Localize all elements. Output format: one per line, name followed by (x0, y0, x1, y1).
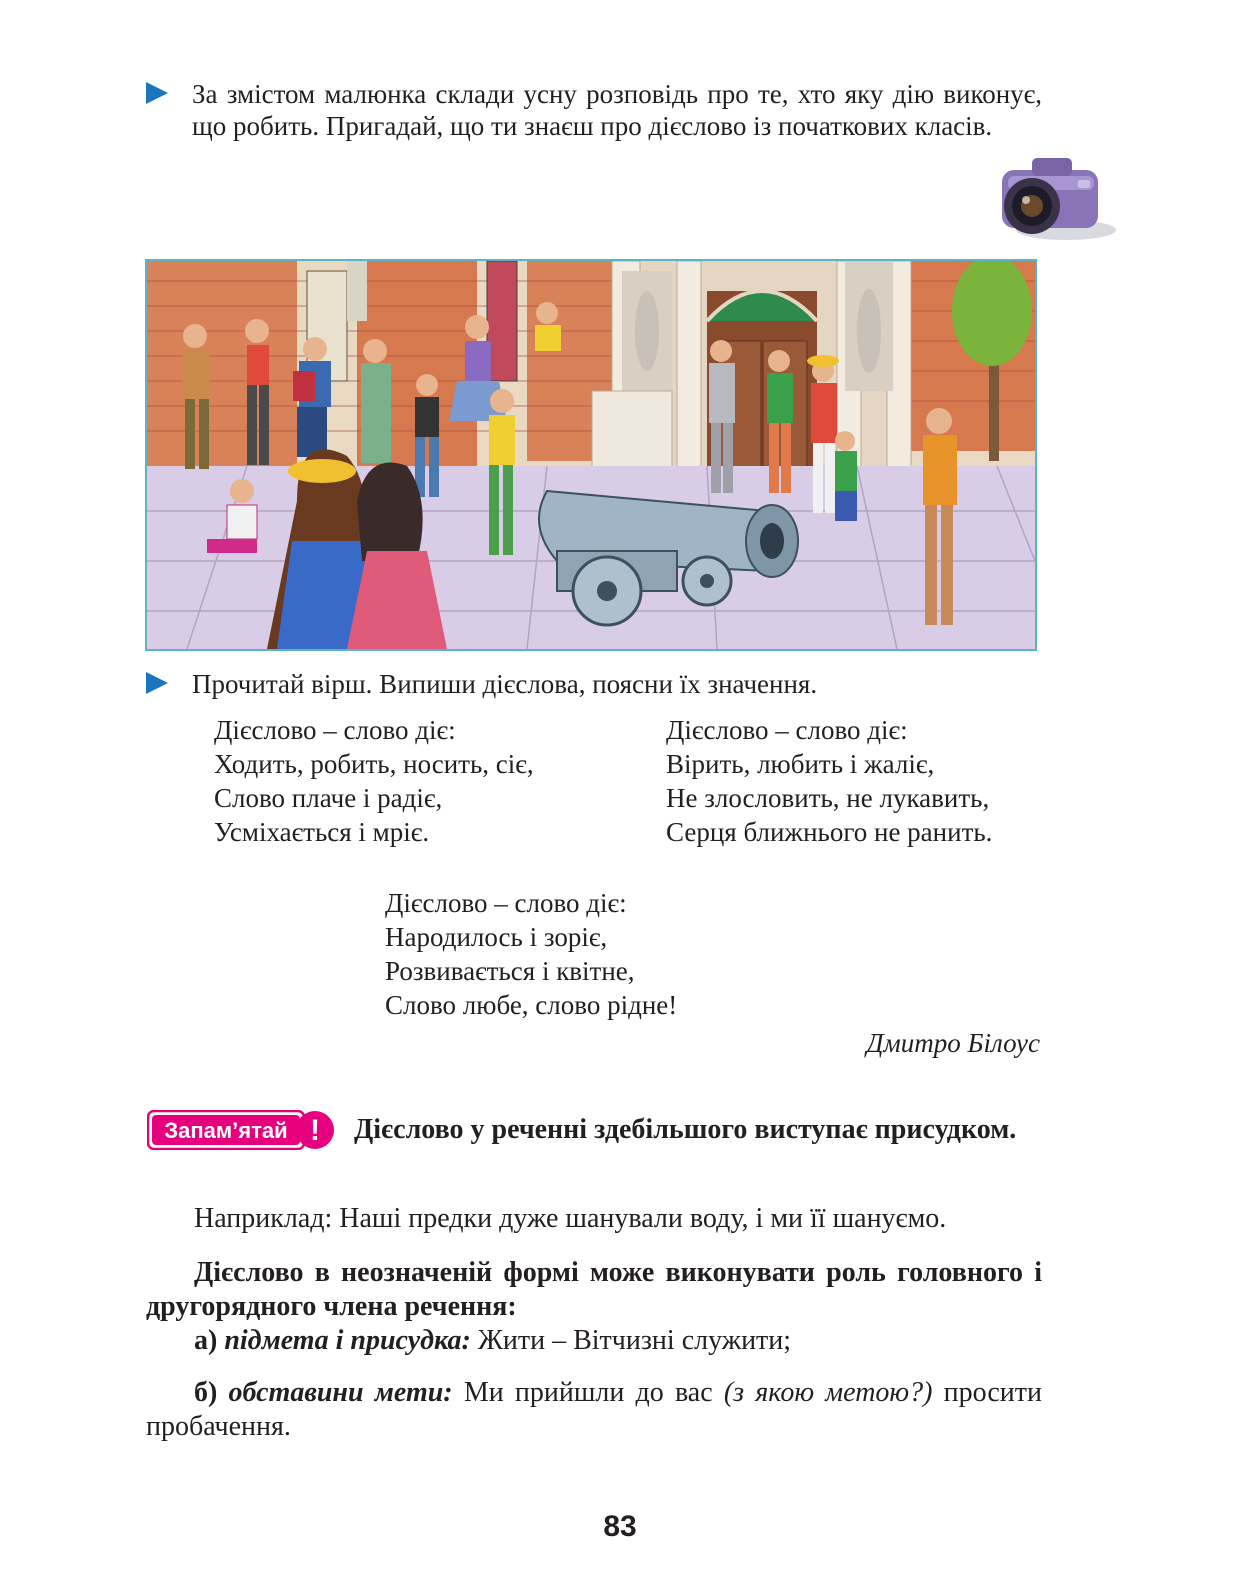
item-b-example-before: Ми прийшли до вас (463, 1377, 713, 1408)
task-2-text: Прочитай вірш. Випиши дієслова, поясни їх значення. (192, 669, 818, 699)
task-instruction-1 (146, 78, 1042, 142)
item-b-prefix: б) (194, 1377, 218, 1408)
remember-badge-label: Запам’ятай (164, 1118, 288, 1143)
illustration-city-square (145, 259, 1037, 651)
poem-line: Усміхається і мріє. (214, 817, 430, 847)
item-a (146, 1324, 1042, 1358)
triangle-bullet-icon (146, 672, 168, 694)
poem-line: Вірить, любить і жаліє, (666, 749, 935, 779)
poem-line: Слово любе, слово рідне! (385, 990, 678, 1020)
item-b (146, 1376, 1042, 1444)
item-b-question: (з якою метою?) (723, 1377, 933, 1408)
task-1-text: За змістом малюнка склади усну розповідь про те, хто яку дію виконує, що робить. Пригадай, що ти знаєш про дієслово із початкових класів. (192, 79, 1042, 141)
item-b-term: обставини мети: (228, 1377, 453, 1408)
poem-stanza-1 (214, 713, 534, 849)
poem-line: Слово плаче і радіє, (214, 783, 443, 813)
poem-line: Народилось і зоріє, (385, 922, 608, 952)
item-a-prefix: а) (194, 1325, 218, 1356)
poem-stanza-3 (385, 886, 677, 1022)
task-instruction-2 (146, 668, 1046, 700)
poem-author: Дмитро Білоус (866, 1028, 1040, 1058)
poem-line: Серця ближнього не ранить. (666, 817, 993, 847)
poem-line: Не злословить, не лукавить, (666, 783, 990, 813)
poem-line: Розвивається і квітне, (385, 956, 635, 986)
triangle-bullet-icon (146, 82, 168, 104)
page-number: 83 (603, 1510, 637, 1543)
poem-line: Дієслово – слово діє: (385, 888, 627, 918)
poem-line: Ходить, робить, носить, сіє, (214, 749, 534, 779)
exclamation-icon: ! (310, 1114, 320, 1147)
example-sentence: Наприклад: Наші предки дуже шанували воду, і ми її шануємо. (194, 1203, 947, 1234)
poem-stanza-2 (666, 713, 992, 849)
poem-line: Дієслово – слово діє: (214, 715, 456, 745)
poem-line: Дієслово – слово діє: (666, 715, 908, 745)
camera-icon (988, 150, 1118, 246)
item-b-example-after: просити пробачення. (146, 1377, 1042, 1442)
remember-badge (147, 1110, 337, 1150)
item-a-term: підмета і присудка: (224, 1325, 471, 1356)
rule-predicate: Дієслово у реченні здебільшого виступає присудком. (354, 1114, 1017, 1145)
rule-infinitive: Дієслово в неозначеній формі може виконувати роль головного і другорядного члена речення: (146, 1257, 1042, 1322)
item-a-example: Жити – Вітчизні служити; (477, 1325, 792, 1356)
